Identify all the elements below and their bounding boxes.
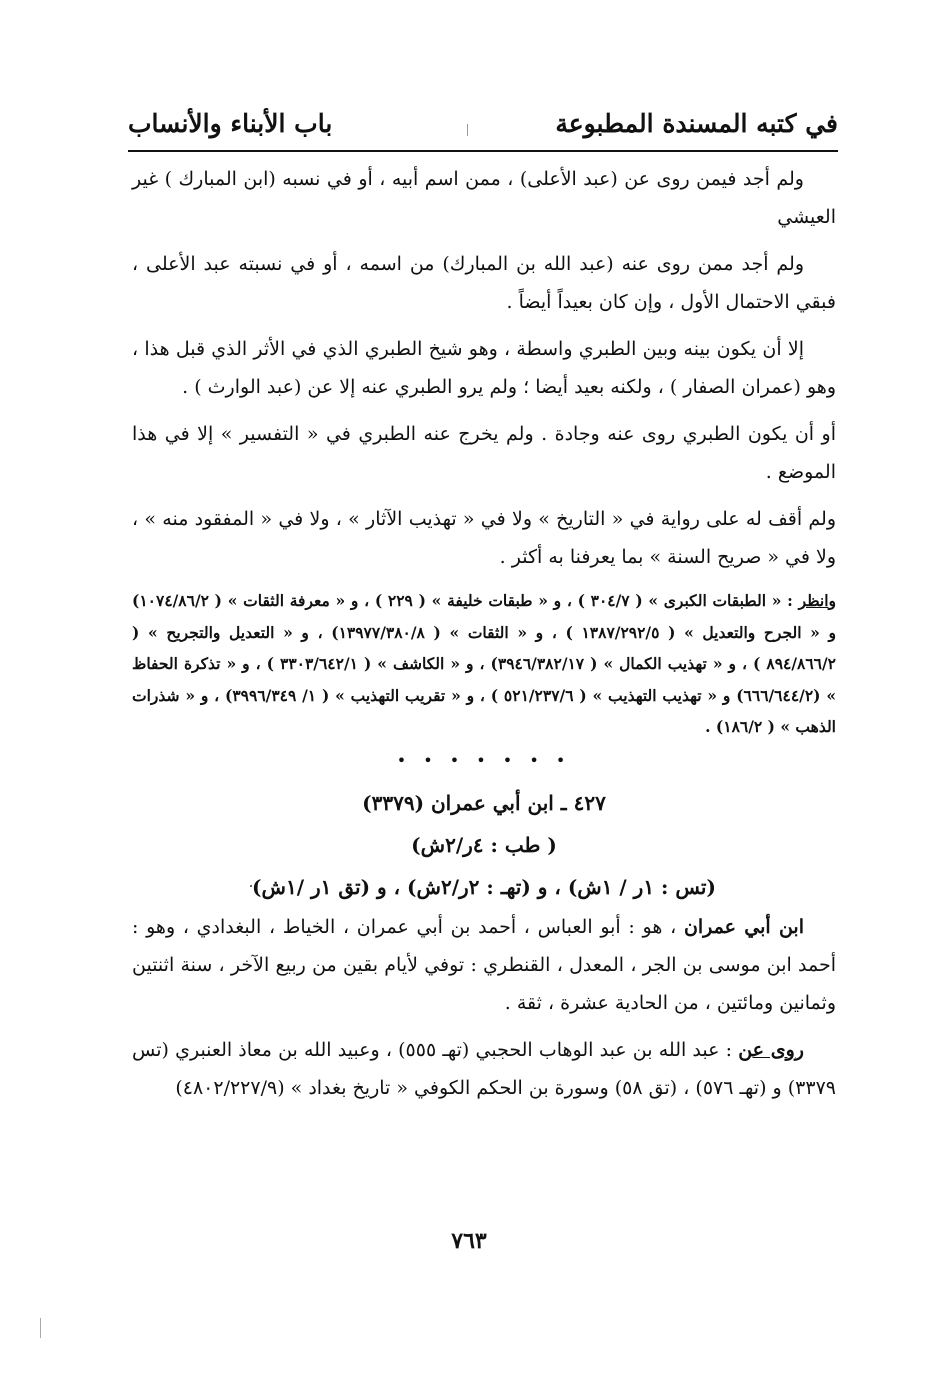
entry-biography <box>132 908 836 1022</box>
header-rule <box>128 150 838 152</box>
references-block <box>132 585 836 743</box>
paragraph: إلا أن يكون بينه وبين الطبري واسطة ، وهو شيخ الطبري الذي في الأثر الذي قبل هذا ، وهو (عمران الصفار ) ، ولكنه بعيد أيضا ؛ ولم يرو الطبري عنه إلا عن (عبد الوارث ) . <box>132 338 836 398</box>
references-text: : « الطبقات الكبرى » ( ٣٠٤/٧ ) ، و « طبقات خليفة » ( ٢٢٩ ) ، و « معرفة الثقات » ( ١٠٧٤/٨٦/٢) و « الجرح والتعديل » ( ١٣٨٧/٢٩٢/٥ ) ، و « الثقات » ( ١٣٩٧٧/٣٨٠/٨) ، و « التعديل والتجريح » ( ٨٩٤/٨٦٦/٢ ) ، و « تهذيب الكمال » ( ٣٩٤٦/٣٨٢/١٧) ، و « الكاشف » ( ٣٣٠٣/٦٤٢/١ ) ، و « تذكرة الحفاظ » (٦٦٦/٦٤٤/٢) و « تهذيب التهذيب » ( ٥٢١/٢٣٧/٦ ) ، و « تقريب التهذيب » ( ١/ ٣٩٩٦/٣٤٩) ، و « شذرات الذهب » ( ١٨٦/٢) . <box>132 591 837 736</box>
narrated-lead: روى عن <box>738 1038 804 1061</box>
page-number: ٧٦٣ <box>451 1228 487 1254</box>
biography-text: ، هو : أبو العباس ، أحمد بن أبي عمران ، الخياط ، البغدادي ، وهو : أحمد ابن موسى بن الجر ، المعدل ، القنطري : توفي لأيام بقين من ربيع الآخر ، سنة اثنتين وثمانين ومائتين ، من الحادية عشرة ، ثقة . <box>132 915 836 1014</box>
section-separator: • • • • • • • <box>396 750 572 770</box>
paragraph: أو أن يكون الطبري روى عنه وجادة . ولم يخرج عنه الطبري في « التفسير » إلا في هذا الموضع . <box>132 423 836 483</box>
running-header <box>128 102 838 144</box>
page-body <box>132 160 836 1116</box>
biography-lead: ابن أبي عمران <box>683 915 804 938</box>
references-lead: وانظر <box>798 591 837 610</box>
paragraph: ولم أقف له على رواية في « التاريخ » ولا في « تهذيب الآثار » ، ولا في « المفقود منه » ، ولا في « صريح السنة » بما يعرفنا به أكثر . <box>132 508 837 568</box>
header-left-title: باب الأبناء والأنساب <box>128 108 333 138</box>
header-right-title: في كتبه المسندة المطبوعة <box>555 108 838 138</box>
entry-narrated-from <box>132 1031 836 1107</box>
entry-code-line: ( طب : ٤ر/٢ش) <box>411 832 557 857</box>
scan-mark <box>40 1318 41 1338</box>
entry-title: ٤٢٧ ـ ابن أبي عمران (٣٣٧٩) <box>362 790 606 815</box>
paragraph: ولم أجد ممن روى عنه (عبد الله بن المبارك) من اسمه ، أو في نسبته عبد الأعلى ، فبقي الاحتمال الأول ، وإن كان بعيداً أيضاً . <box>132 253 836 313</box>
entry-code-line: (تس : ١ر / ١ش) ، و (تهـ : ٢ر/٢ش) ، و (تق ١ر /١ش) <box>252 874 716 899</box>
paragraph: ولم أجد فيمن روى عن (عبد الأعلى) ، ممن اسم أبيه ، أو في نسبه (ابن المبارك ) غير العيشي <box>132 168 836 228</box>
narrated-text: : عبد الله بن عبد الوهاب الحجبي (تهـ ٥٥٥) ، وعبيد الله بن معاذ العنبري (تس ٣٣٧٩) و (تهـ ٥٧٦) ، (تق ٥٨) وسورة بن الحكم الكوفي « تاريخ بغداد » (٤٨٠٢/٢٢٧/٩) <box>132 1038 836 1099</box>
